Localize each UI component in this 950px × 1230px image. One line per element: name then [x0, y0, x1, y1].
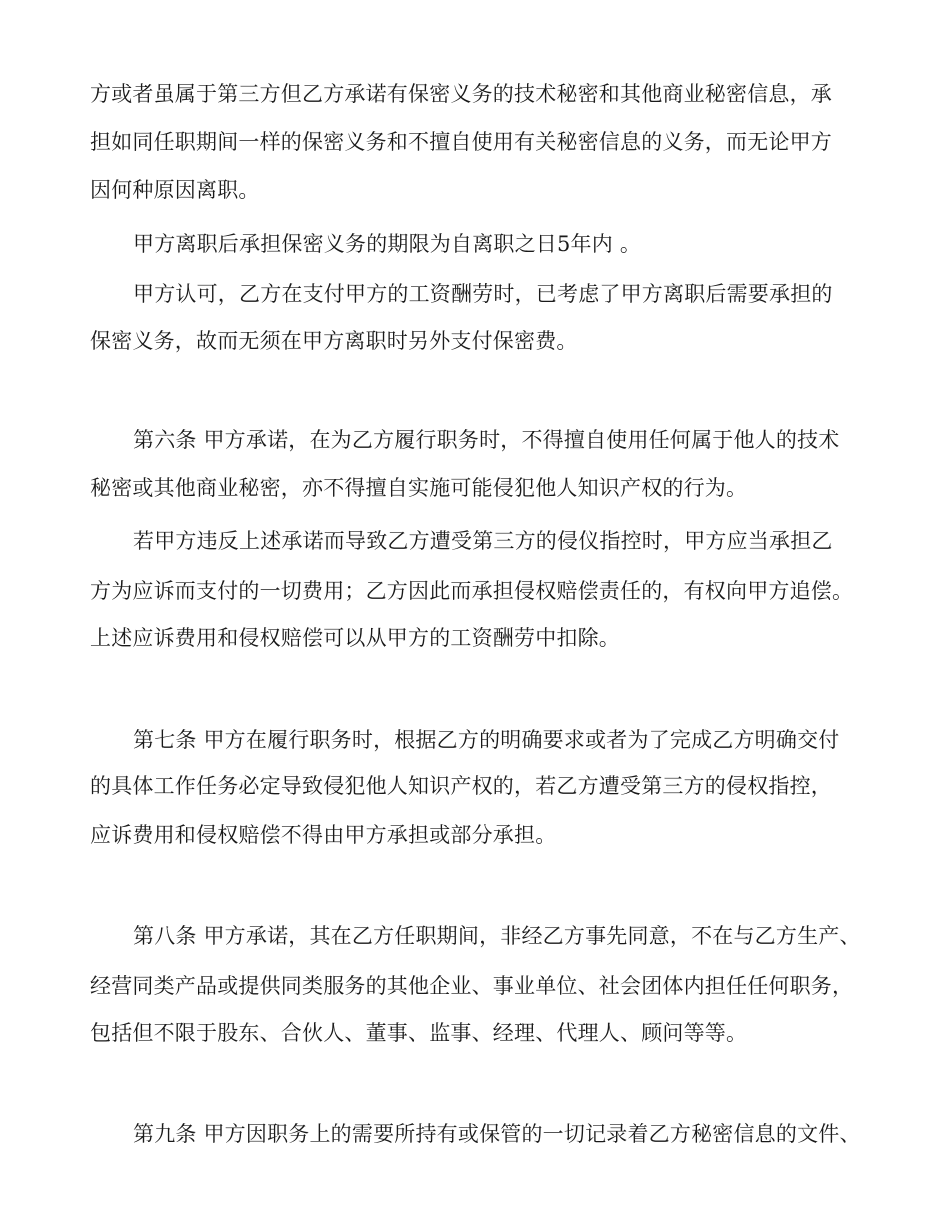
- text-line: 方或者虽属于第三方但乙方承诺有保密义务的技术秘密和其他商业秘密信息，承: [90, 82, 832, 106]
- text-line: 上述应诉费用和侵权赔偿可以从甲方的工资酬劳中扣除。: [90, 626, 620, 650]
- text-line: 经营同类产品或提供同类服务的其他企业、事业单位、社会团体内担任任何职务，: [90, 974, 854, 998]
- text-line: 第七条 甲方在履行职务时，根据乙方的明确要求或者为了完成乙方明确交付: [133, 728, 840, 752]
- text-line: 保密义务，故而无须在甲方离职时另外支付保密费。: [90, 329, 578, 353]
- text-line: 第九条 甲方因职务上的需要所持有或保管的一切记录着乙方秘密信息的文件、: [133, 1122, 861, 1146]
- text-line: 应诉费用和侵权赔偿不得由甲方承担或部分承担。: [90, 823, 557, 847]
- text-line: 甲方认可，乙方在支付甲方的工资酬劳时，已考虑了甲方离职后需要承担的: [133, 282, 833, 306]
- text-line: 若甲方违反上述承诺而导致乙方遭受第三方的侵仪指控时，甲方应当承担乙: [133, 529, 833, 553]
- text-line: 包括但不限于股东、合伙人、董事、监事、经理、代理人、顾问等等。: [90, 1021, 748, 1045]
- text-line: 担如同任职期间一样的保密义务和不擅自使用有关秘密信息的义务，而无论甲方: [90, 130, 832, 154]
- text-line: 甲方离职后承担保密义务的期限为自离职之日5年内 。: [133, 232, 642, 256]
- text-line: 的具体工作任务必定导致侵犯他人知识产权的，若乙方遭受第三方的侵权指控，: [90, 774, 832, 798]
- text-line: 第八条 甲方承诺，其在乙方任职期间，非经乙方事先同意，不在与乙方生产、: [133, 924, 861, 948]
- text-line: 方为应诉而支付的一切费用；乙方因此而承担侵权赔偿责任的，有权向甲方追偿。: [90, 579, 854, 603]
- text-line: 因何种原因离职。: [90, 178, 260, 202]
- text-line: 秘密或其他商业秘密，亦不得擅自实施可能侵犯他人知识产权的行为。: [90, 476, 748, 500]
- text-line: 第六条 甲方承诺，在为乙方履行职务时，不得擅自使用任何属于他人的技术: [133, 428, 840, 452]
